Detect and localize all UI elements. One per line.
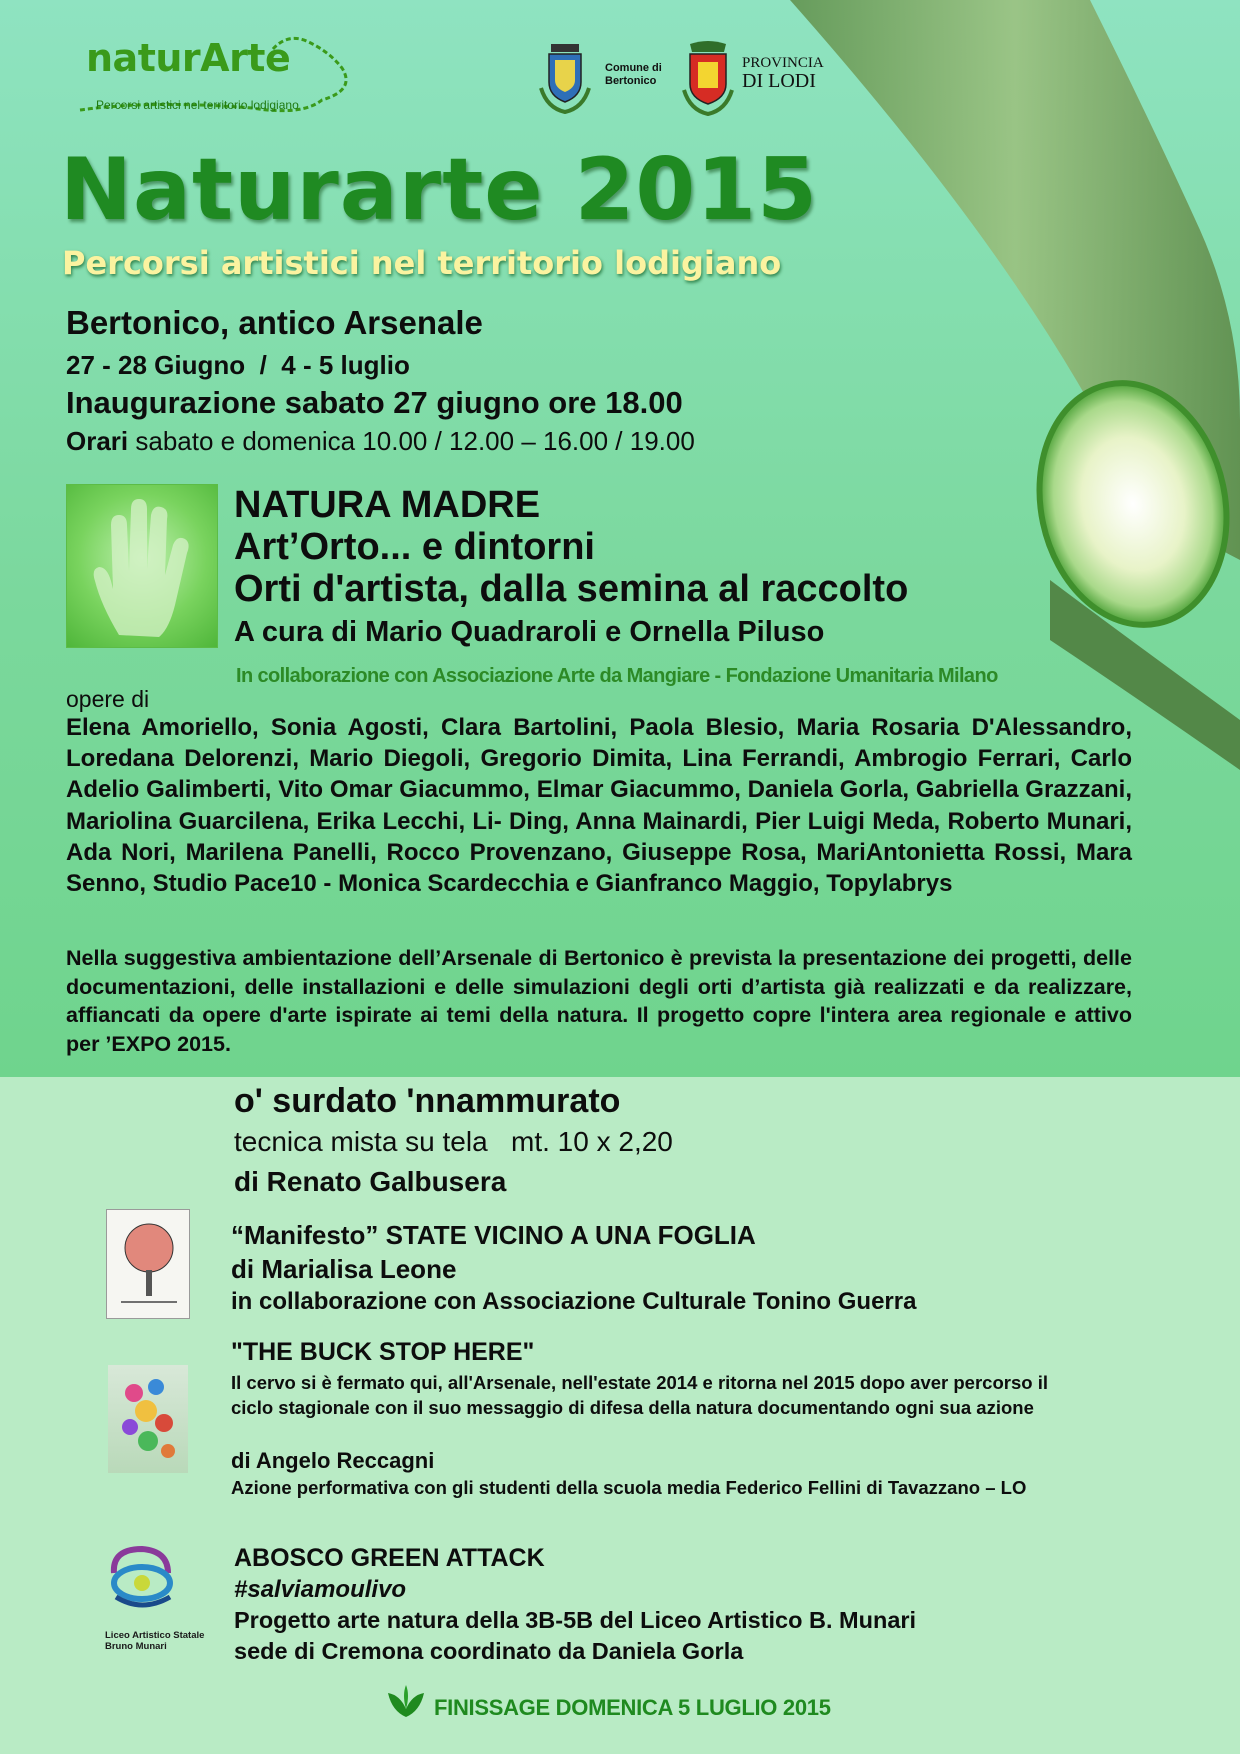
event-dates: 27 - 28 Giugno / 4 - 5 luglio [66, 350, 410, 380]
manifesto-thumbnail [106, 1209, 190, 1319]
abosco-title: ABOSCO GREEN ATTACK [234, 1544, 545, 1572]
hours-label: Orari [66, 426, 129, 456]
province-crest-icon [680, 38, 736, 118]
work-title: o' surdato 'nnammurato [234, 1082, 621, 1120]
works-label: opere di [66, 686, 150, 712]
exhibition-subtitle-2: Orti d'artista, dalla semina al raccolto [234, 568, 909, 610]
manifesto-author: di Marialisa Leone [231, 1254, 457, 1284]
abosco-description-1: Progetto arte natura della 3B-5B del Liceo Artistico B. Munari [234, 1607, 917, 1633]
exhibition-collaboration: In collaborazione con Associazione Arte da Mangiare - Fondazione Umanitaria Milano [236, 665, 998, 687]
provincia-label-line1: PROVINCIA [742, 55, 824, 71]
buck-title: "THE BUCK STOP HERE" [231, 1338, 535, 1366]
liceo-logo [102, 1543, 192, 1615]
green-hand-image [66, 484, 218, 648]
buck-thumbnail [108, 1365, 188, 1473]
logo-name: naturArte [86, 36, 291, 80]
poster-subtitle: Percorsi artistici nel territorio lodigiano [62, 244, 782, 282]
work-author: di Renato Galbusera [234, 1166, 507, 1197]
manifesto-title: “Manifesto” STATE VICINO A UNA FOGLIA [231, 1220, 756, 1250]
abosco-hashtag: #salviamoulivo [234, 1576, 407, 1603]
event-venue: Bertonico, antico Arsenale [66, 304, 483, 341]
buck-description: Il cervo si è fermato qui, all'Arsenale, nell'estate 2014 e ritorna nel 2015 dopo aver percorso il ciclo stagionale con il suo messaggio di difesa della natura documentando ogni sua azione [231, 1372, 1048, 1418]
buck-author: di Angelo Reccagni [231, 1448, 435, 1473]
work-technique: tecnica mista su tela mt. 10 x 2,20 [234, 1126, 673, 1157]
liceo-label: Liceo Artistico Statale Bruno Munari [105, 1630, 205, 1652]
hand-icon [67, 485, 219, 649]
event-hours [66, 426, 695, 457]
municipal-crest-icon [533, 36, 597, 116]
liceo-swirl-icon [102, 1543, 192, 1615]
tree-icon [107, 1210, 191, 1320]
comune-logo [533, 36, 683, 116]
flower-deer-icon [108, 1365, 188, 1473]
finissage-note: FINISSAGE DOMENICA 5 LUGLIO 2015 [434, 1695, 831, 1720]
exhibition-subtitle-1: Art’Orto... e dintorni [234, 526, 595, 568]
exhibition-curator: A cura di Mario Quadraroli e Ornella Piluso [234, 616, 825, 648]
artists-list: Elena Amoriello, Sonia Agosti, Clara Bartolini, Paola Blesio, Maria Rosaria D'Alessandro, Loredana Delorenzi, Mario Diegoli, Gregorio Dimita, Lina Ferrandi, Ambrogio Ferrari, Carlo Adelio Galimberti, Vito Omar Giacummo, Elmar Giacummo, Daniela Gorla, Gabriella Grazzani, Mariolina Guarcilena, Erika Lecchi, Li- Ding, Anna Mainardi, Pier Luigi Meda, Roberto Munari, Ada Nori, Marilena Panelli, Rocco Provenzano, Giuseppe Rosa, MariAntonietta Rossi, Mara Senno, Studio Pace10 - Monica Scardecchia e Gianfranco Maggio, Topylabrys [66, 714, 1132, 898]
comune-label: Comune di Bertonico [605, 62, 662, 87]
description-paragraph: Nella suggestiva ambientazione dell’Arsenale di Bertonico è prevista la presentazione dei progetti, delle documentazioni, delle installazioni e delle simulazioni degli orti d’artista già realizzati e da realizzare, affiancati da opere d'arte ispirate ai temi della natura. Il progetto copre l'intera area regionale e attivo per ’EXPO 2015. [66, 946, 1132, 1056]
manifesto-collaboration: in collaborazione con Associazione Culturale Tonino Guerra [231, 1288, 917, 1315]
exhibition-title: NATURA MADRE [234, 484, 541, 526]
provincia-label-line2: DI LODI [742, 70, 816, 92]
event-inauguration: Inaugurazione sabato 27 giugno ore 18.00 [66, 385, 683, 420]
hours-value: sabato e domenica 10.00 / 12.00 – 16.00 / 19.00 [128, 426, 695, 456]
abosco-description-2: sede di Cremona coordinato da Daniela Gorla [234, 1638, 744, 1664]
provincia-logo [680, 38, 830, 118]
provincia-label [742, 54, 832, 92]
buck-action: Azione performativa con gli studenti della scuola media Federico Fellini di Tavazzano – LO [231, 1477, 1027, 1498]
poster-title: Naturarte 2015 [60, 140, 818, 240]
leaf-icon [386, 1683, 426, 1719]
logo-tagline: Percorsi artistici nel territorio lodigiano [96, 98, 299, 112]
naturarte-logo [72, 30, 362, 122]
